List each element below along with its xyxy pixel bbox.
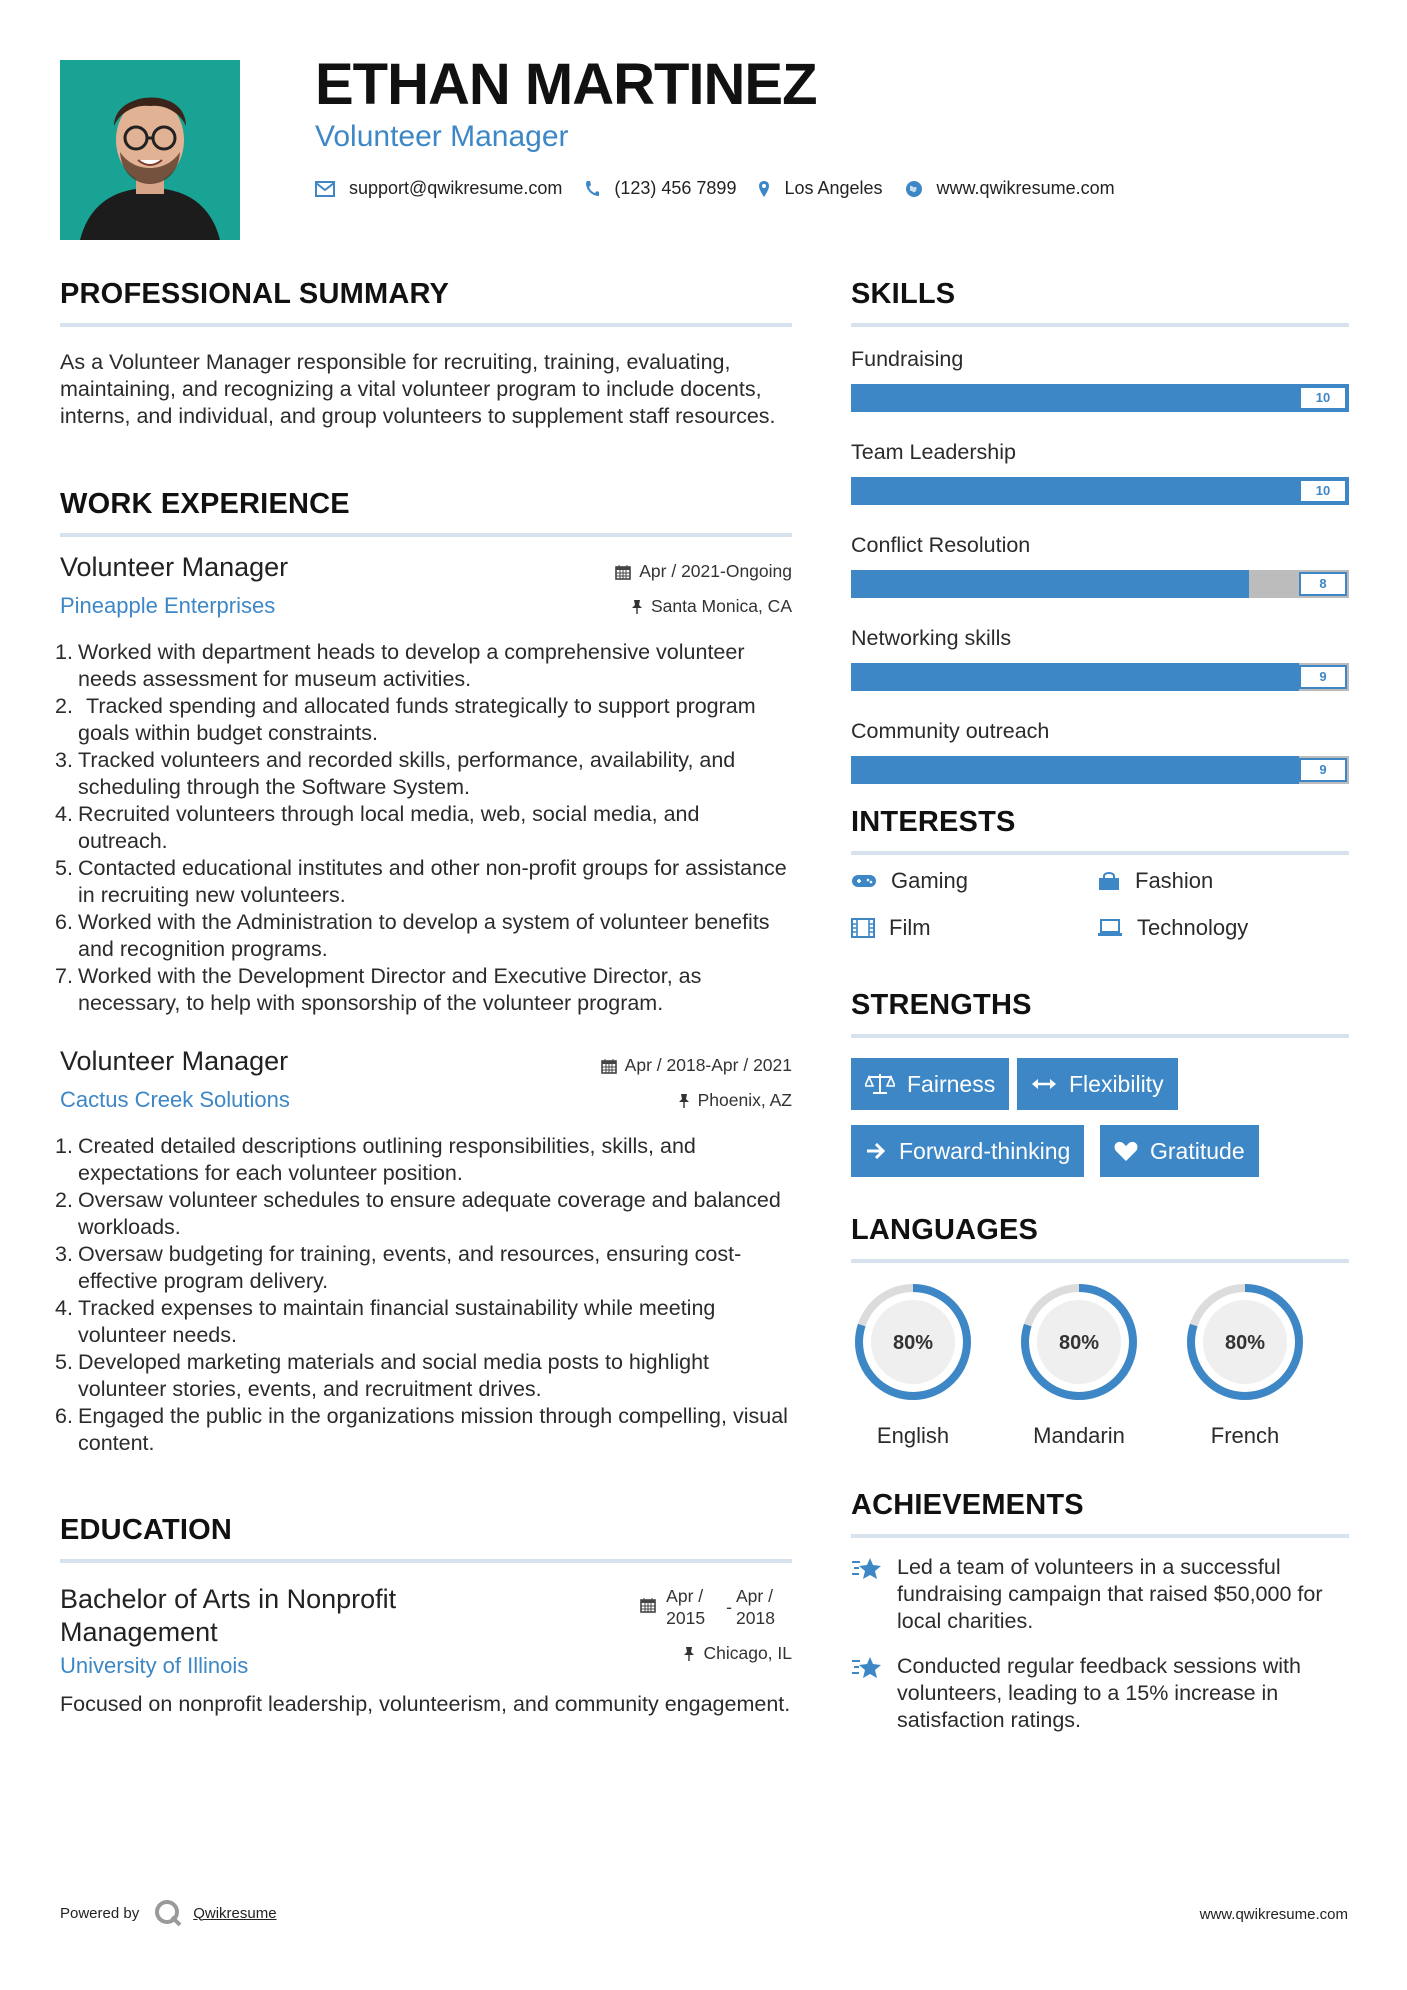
experience-section — [60, 490, 792, 537]
achievements-heading: ACHIEVEMENTS — [851, 1489, 1084, 1521]
achievement-text: Conducted regular feedback sessions with volunteers, leading to a 15% increase in satisfaction ratings. — [897, 1654, 1301, 1732]
list-item: 2. Tracked spending and allocated funds strategically to support program goals within budget constraints. — [55, 693, 756, 745]
interest-item — [851, 868, 968, 894]
school-name: University of Illinois — [60, 1653, 249, 1678]
interest-item — [851, 915, 931, 941]
summary-heading: PROFESSIONAL SUMMARY — [60, 278, 450, 310]
section-divider — [60, 323, 792, 327]
job-date-text: Apr / 2018-Apr / 2021 — [624, 1055, 792, 1075]
languages-heading: LANGUAGES — [851, 1214, 1039, 1246]
interest-label: Gaming — [891, 868, 969, 893]
strength-label: Forward-thinking — [899, 1137, 1071, 1164]
map-marker-icon — [758, 180, 770, 198]
pushpin-icon — [631, 599, 643, 615]
pushpin-icon — [678, 1093, 690, 1109]
contact-phone[interactable]: (123) 456 7899 — [614, 178, 737, 198]
section-divider — [851, 1534, 1349, 1538]
section-divider — [851, 851, 1349, 855]
interest-label: Fashion — [1135, 868, 1214, 893]
list-item: 5. Contacted educational institutes and other non-profit groups for assistance in recruiting new volunteers. — [55, 855, 787, 907]
balance-scale-icon — [865, 1073, 895, 1095]
globe-icon — [905, 180, 923, 198]
interest-label: Technology — [1137, 915, 1249, 940]
experience-heading: WORK EXPERIENCE — [60, 488, 350, 520]
gamepad-icon — [851, 873, 877, 889]
skill-bar — [851, 756, 1349, 784]
arrows-horizontal-icon — [1031, 1077, 1057, 1091]
calendar-icon — [640, 1597, 656, 1613]
skill-bar — [851, 384, 1349, 412]
contact-location: Los Angeles — [784, 178, 883, 198]
achievements-section — [851, 1491, 1349, 1751]
skill-score: 10 — [1299, 479, 1347, 503]
achievement-item — [851, 1554, 1337, 1635]
summary-section — [60, 280, 792, 430]
summary-text: As a Volunteer Manager responsible for recruiting, training, evaluating, maintaining, and recognizing a vital volunteer program to include docents, interns, and individual, and group volunteers to supplement staff resources. — [60, 350, 776, 428]
interest-item — [1097, 915, 1248, 941]
envelope-icon — [315, 181, 335, 197]
qwikresume-logo-icon — [153, 1898, 183, 1928]
job-location — [601, 1090, 792, 1111]
arrow-right-icon — [865, 1141, 887, 1161]
achievement-text: Led a team of volunteers in a successful fundraising campaign that raised $50,000 for local charities. — [897, 1555, 1323, 1633]
skill-bar — [851, 663, 1349, 691]
brand-link[interactable]: Qwikresume — [193, 1904, 277, 1922]
education-location-text: Chicago, IL — [703, 1643, 792, 1663]
skill-bar — [851, 570, 1349, 598]
list-item: 3. Oversaw budgeting for training, events, and resources, ensuring cost-effective program delivery. — [55, 1241, 742, 1293]
section-divider — [60, 533, 792, 537]
strength-tag — [1017, 1058, 1178, 1110]
contact-website[interactable]: www.qwikresume.com — [936, 178, 1115, 198]
job-entry — [55, 552, 792, 1017]
pushpin-icon — [683, 1646, 695, 1662]
interests-section — [851, 808, 1349, 948]
job-date — [615, 561, 792, 582]
skill-label: Networking skills — [851, 626, 1012, 650]
skill-score: 10 — [1299, 386, 1347, 410]
laptop-icon — [1097, 919, 1123, 937]
profile-photo — [60, 60, 240, 240]
language-ring — [1183, 1280, 1307, 1404]
job-entry — [55, 1046, 792, 1457]
education-start: Apr / 2015 — [666, 1586, 706, 1628]
skill-score: 8 — [1299, 572, 1347, 596]
shooting-star-icon — [851, 1556, 883, 1582]
section-divider — [851, 1259, 1349, 1263]
skills-heading: SKILLS — [851, 278, 956, 310]
list-item: 3. Tracked volunteers and recorded skills, performance, availability, and scheduling through the Software System. — [55, 747, 736, 799]
candidate-title: Volunteer Manager — [315, 120, 569, 153]
list-item: 5. Developed marketing materials and social media posts to highlight volunteer stories, events, and recruitment drives. — [55, 1349, 710, 1401]
languages-section — [851, 1216, 1349, 1446]
skill-fill — [851, 570, 1249, 598]
skills-list — [851, 347, 1349, 784]
skill-fill — [851, 663, 1299, 691]
language-ring — [851, 1280, 975, 1404]
language-percent: 80% — [892, 1332, 934, 1354]
education-section — [60, 1516, 792, 1718]
interests-heading: INTERESTS — [851, 806, 1016, 838]
skill-fill — [851, 477, 1349, 505]
job-location — [615, 596, 792, 617]
skill-item — [851, 533, 1349, 598]
skill-fill — [851, 756, 1299, 784]
skill-item — [851, 440, 1349, 505]
shopping-bag-icon — [1097, 871, 1121, 891]
job-title: Volunteer Manager — [60, 552, 289, 582]
job-company: Cactus Creek Solutions — [60, 1086, 290, 1112]
shooting-star-icon — [851, 1655, 883, 1681]
list-item: 4. Recruited volunteers through local media, web, social media, and outreach. — [55, 801, 700, 853]
degree-title: Bachelor of Arts in Nonprofit Management — [60, 1584, 397, 1647]
language-item — [1017, 1280, 1141, 1449]
interest-item — [1097, 868, 1213, 894]
strengths-section — [851, 991, 1349, 1191]
contact-email[interactable]: support@qwikresume.com — [349, 178, 563, 198]
interest-label: Film — [889, 915, 931, 940]
strength-tag — [851, 1125, 1084, 1177]
powered-by-label: Powered by — [60, 1904, 140, 1922]
film-icon — [851, 918, 875, 938]
strength-tag — [1100, 1125, 1259, 1177]
job-bullets — [55, 639, 792, 1017]
strengths-heading: STRENGTHS — [851, 989, 1032, 1021]
skill-item — [851, 719, 1349, 784]
education-end: Apr / 2018 — [736, 1586, 775, 1628]
skill-label: Team Leadership — [851, 440, 1016, 464]
skill-score: 9 — [1299, 665, 1347, 689]
skill-bar — [851, 477, 1349, 505]
skill-score: 9 — [1299, 758, 1347, 782]
strength-tag — [851, 1058, 1009, 1110]
calendar-icon — [601, 1058, 617, 1074]
skill-fill — [851, 384, 1349, 412]
heart-icon — [1114, 1140, 1138, 1162]
list-item: 6. Worked with the Administration to develop a system of volunteer benefits and recognition programs. — [55, 909, 770, 961]
strength-label: Flexibility — [1069, 1070, 1164, 1097]
achievement-item — [851, 1653, 1337, 1734]
education-date — [640, 1585, 792, 1629]
language-label: Mandarin — [1033, 1423, 1125, 1448]
list-item: 2. Oversaw volunteer schedules to ensure adequate coverage and balanced workloads. — [55, 1187, 781, 1239]
contact-bar — [315, 178, 1137, 199]
language-percent: 80% — [1224, 1332, 1266, 1354]
job-date — [601, 1055, 792, 1076]
list-item: 1. Worked with department heads to develop a comprehensive volunteer needs assessment for museum activities. — [55, 639, 745, 691]
language-item — [1183, 1280, 1307, 1449]
strength-label: Gratitude — [1150, 1137, 1245, 1164]
section-divider — [851, 1034, 1349, 1038]
skills-section — [851, 280, 1349, 784]
language-label: English — [876, 1423, 950, 1448]
list-item: 6. Engaged the public in the organizations mission through compelling, visual content. — [55, 1403, 788, 1455]
language-percent: 80% — [1058, 1332, 1100, 1354]
education-location — [640, 1643, 792, 1664]
skill-label: Conflict Resolution — [851, 533, 1031, 557]
language-ring — [1017, 1280, 1141, 1404]
list-item: 7. Worked with the Development Director and Executive Director, as necessary, to help with sponsorship of the volunteer program. — [55, 963, 702, 1015]
avatar — [60, 60, 240, 240]
list-item: 4. Tracked expenses to maintain financial sustainability while meeting volunteer needs. — [55, 1295, 716, 1347]
job-location-text: Phoenix, AZ — [697, 1090, 792, 1110]
candidate-name: ETHAN MARTINEZ — [315, 52, 817, 117]
phone-icon — [584, 180, 600, 198]
skill-label: Fundraising — [851, 347, 964, 371]
job-company: Pineapple Enterprises — [60, 592, 276, 618]
skill-item — [851, 347, 1349, 412]
job-location-text: Santa Monica, CA — [650, 596, 792, 616]
footer-website[interactable]: www.qwikresume.com — [1199, 1906, 1348, 1923]
language-item — [851, 1280, 975, 1449]
date-separator: - — [726, 1597, 732, 1617]
education-description: Focused on nonprofit leadership, volunteerism, and community engagement. — [60, 1692, 791, 1716]
job-date-text: Apr / 2021-Ongoing — [639, 561, 792, 581]
education-heading: EDUCATION — [60, 1514, 233, 1546]
section-divider — [851, 323, 1349, 327]
job-title: Volunteer Manager — [60, 1046, 289, 1076]
footer-branding — [60, 1898, 277, 1928]
skill-item — [851, 626, 1349, 691]
job-bullets — [55, 1133, 792, 1457]
list-item: 1. Created detailed descriptions outlining responsibilities, skills, and expectations for each volunteer position. — [55, 1133, 696, 1185]
section-divider — [60, 1559, 792, 1563]
skill-label: Community outreach — [851, 719, 1050, 743]
strength-label: Fairness — [907, 1070, 996, 1097]
calendar-icon — [615, 564, 631, 580]
language-label: French — [1210, 1423, 1280, 1448]
